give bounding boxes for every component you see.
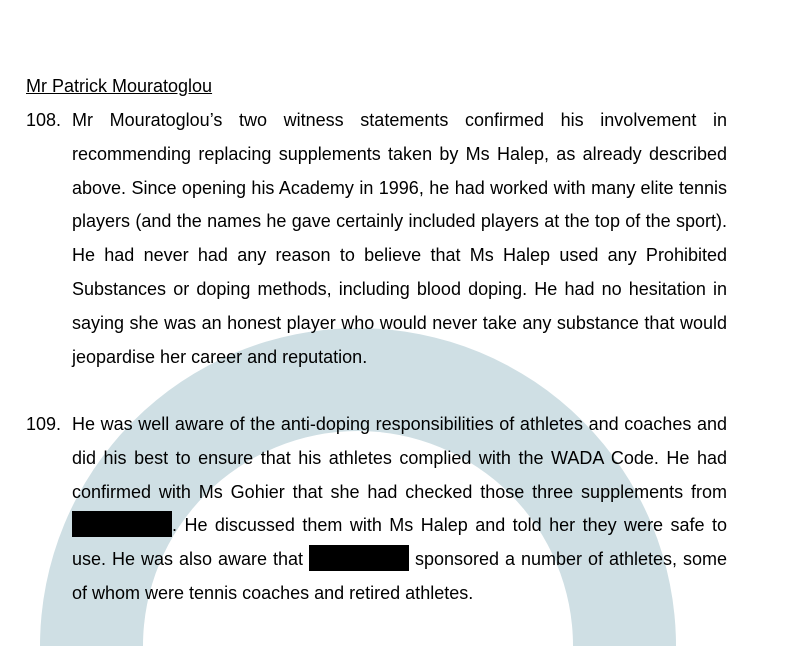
- redaction-box: [72, 511, 172, 537]
- paragraph-109-text-3: sponsored a number of athletes, some of whom were tennis coaches and retired athletes.: [72, 549, 727, 603]
- paragraph-number: 108.: [26, 110, 62, 130]
- paragraph-109-text-1: He was well aware of the anti-doping responsibilities of athletes and coaches and did his best to ensure that his athletes complied with the WADA Code. He had confirmed with Ms Gohier that she had checked those three supplements from: [72, 414, 727, 502]
- section-heading: Mr Patrick Mouratoglou: [26, 76, 213, 96]
- paragraph-109: [72, 408, 727, 611]
- paragraph-number: 109.: [26, 414, 62, 434]
- redaction-box: [309, 545, 409, 571]
- paragraph-109-text-2: . He discussed them with Ms Halep and told her they were safe to use. He was also aware that: [72, 515, 727, 570]
- paragraph-108: Mr Mouratoglou’s two witness statements confirmed his involvement in recommending replacing supplements taken by Ms Halep, as already described above. Since opening his Academy in 1996, he had worked with many elite tennis players (and the names he gave certainly included players at the top of the sport). He had never had any reason to believe that Ms Halep used any Prohibited Substances or doping methods, including blood doping. He had no hesitation in saying she was an honest player who would never take any substance that would jeopardise her career and reputation.: [72, 110, 727, 367]
